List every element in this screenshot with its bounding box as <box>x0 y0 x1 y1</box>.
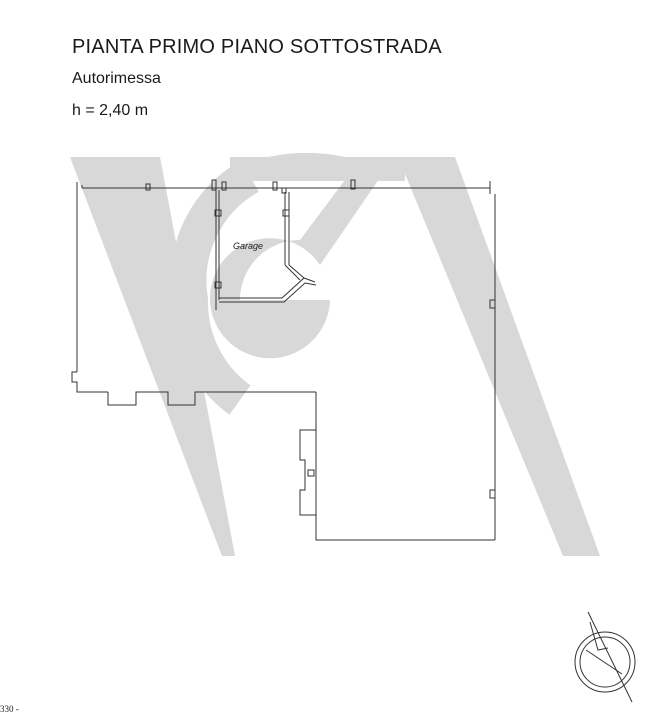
garage-label: Garage <box>233 241 264 251</box>
plan-title: PIANTA PRIMO PIANO SOTTOSTRADA <box>72 36 442 58</box>
scale-note: 330 - <box>0 704 19 714</box>
ceiling-height-note: h = 2,40 m <box>72 102 149 119</box>
watermark-right-wedge <box>398 157 600 556</box>
north-arrow-icon <box>575 612 635 702</box>
watermark-ring <box>268 153 345 157</box>
watermark-logo-icon <box>70 153 600 556</box>
watermark-top-band <box>230 157 405 181</box>
plan-subtitle: Autorimessa <box>72 70 161 87</box>
